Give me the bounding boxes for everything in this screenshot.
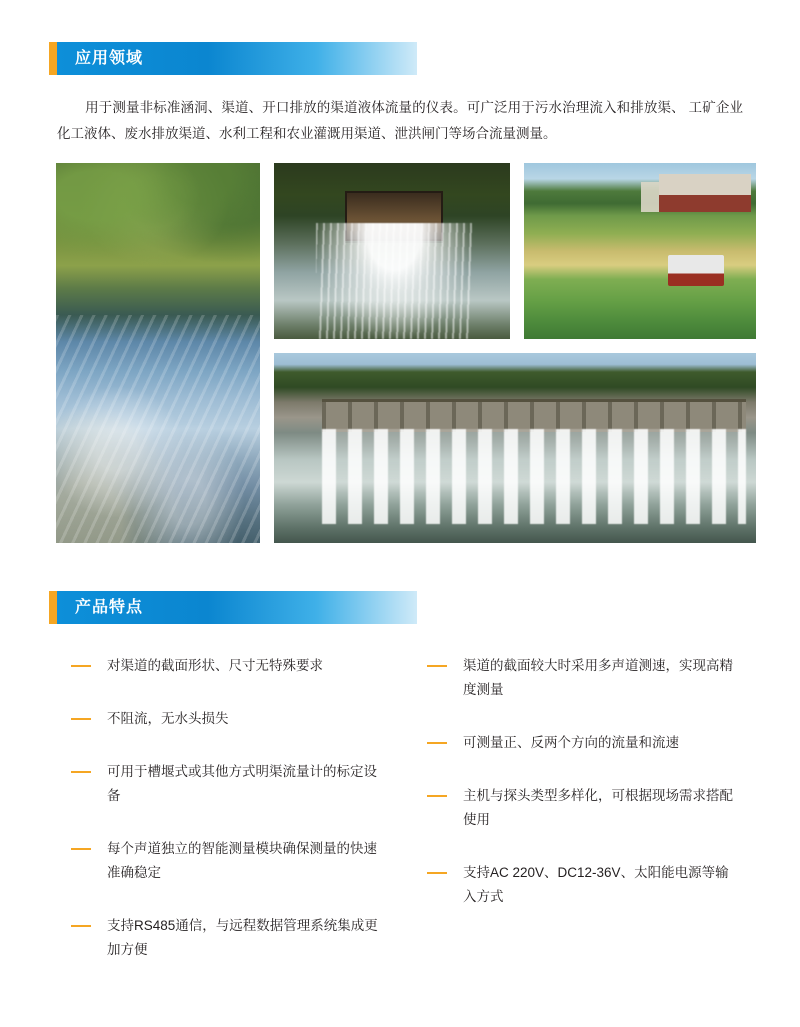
dash-icon [427,795,447,797]
accent-bar-icon [49,42,57,75]
list-item [57,654,387,678]
accent-bar-icon [49,591,57,624]
photo-dam [274,353,756,543]
features-header-wrap [0,591,800,624]
list-item [413,654,743,702]
feature-text: 每个声道独立的智能测量模块确保测量的快速准确稳定 [107,841,377,880]
feature-text: 支持RS485通信，与远程数据管理系统集成更加方便 [107,918,378,957]
list-item [413,784,743,832]
application-paragraph [57,95,743,147]
list-item [57,837,387,885]
photo-field [524,163,756,339]
application-paragraph-text: 用于测量非标准涵洞、渠道、开口排放的渠道液体流量的仪表。可广泛用于污水治理流入和排放渠、 工矿企业化工液体、废水排放渠道、水利工程和农业灌溉用渠道、泄洪闸门等场合流量测量。 [57,100,743,141]
feature-text: 渠道的截面较大时采用多声道测速，实现高精度测量 [463,658,733,697]
feature-text: 主机与探头类型多样化，可根据现场需求搭配使用 [463,788,733,827]
section-header-features [57,591,417,624]
dash-icon [71,771,91,773]
photo-river [56,163,260,543]
dash-icon [427,742,447,744]
photo-spillway [274,163,510,339]
features-grid [57,654,743,991]
dash-icon [427,665,447,667]
feature-text: 对渠道的截面形状、尺寸无特殊要求 [107,658,323,673]
list-item [57,914,387,962]
dash-icon [71,848,91,850]
feature-text: 可测量正、反两个方向的流量和流速 [463,735,679,750]
feature-text: 支持AC 220V、DC12-36V、太阳能电源等输入方式 [463,865,729,904]
dash-icon [71,665,91,667]
dash-icon [71,718,91,720]
dash-icon [71,925,91,927]
product-page [0,42,800,1027]
dash-icon [427,872,447,874]
feature-text: 不阻流，无水头损失 [107,711,229,726]
list-item [413,731,743,755]
application-image-grid [0,163,800,563]
list-item [57,760,387,808]
list-item [413,861,743,909]
section-header-application [57,42,417,75]
list-item [57,707,387,731]
section-title-application: 应用领域 [75,50,144,67]
feature-text: 可用于槽堰式或其他方式明渠流量计的标定设备 [107,764,377,803]
section-title-features: 产品特点 [75,599,144,616]
features-column-left [57,654,387,991]
features-column-right [413,654,743,991]
